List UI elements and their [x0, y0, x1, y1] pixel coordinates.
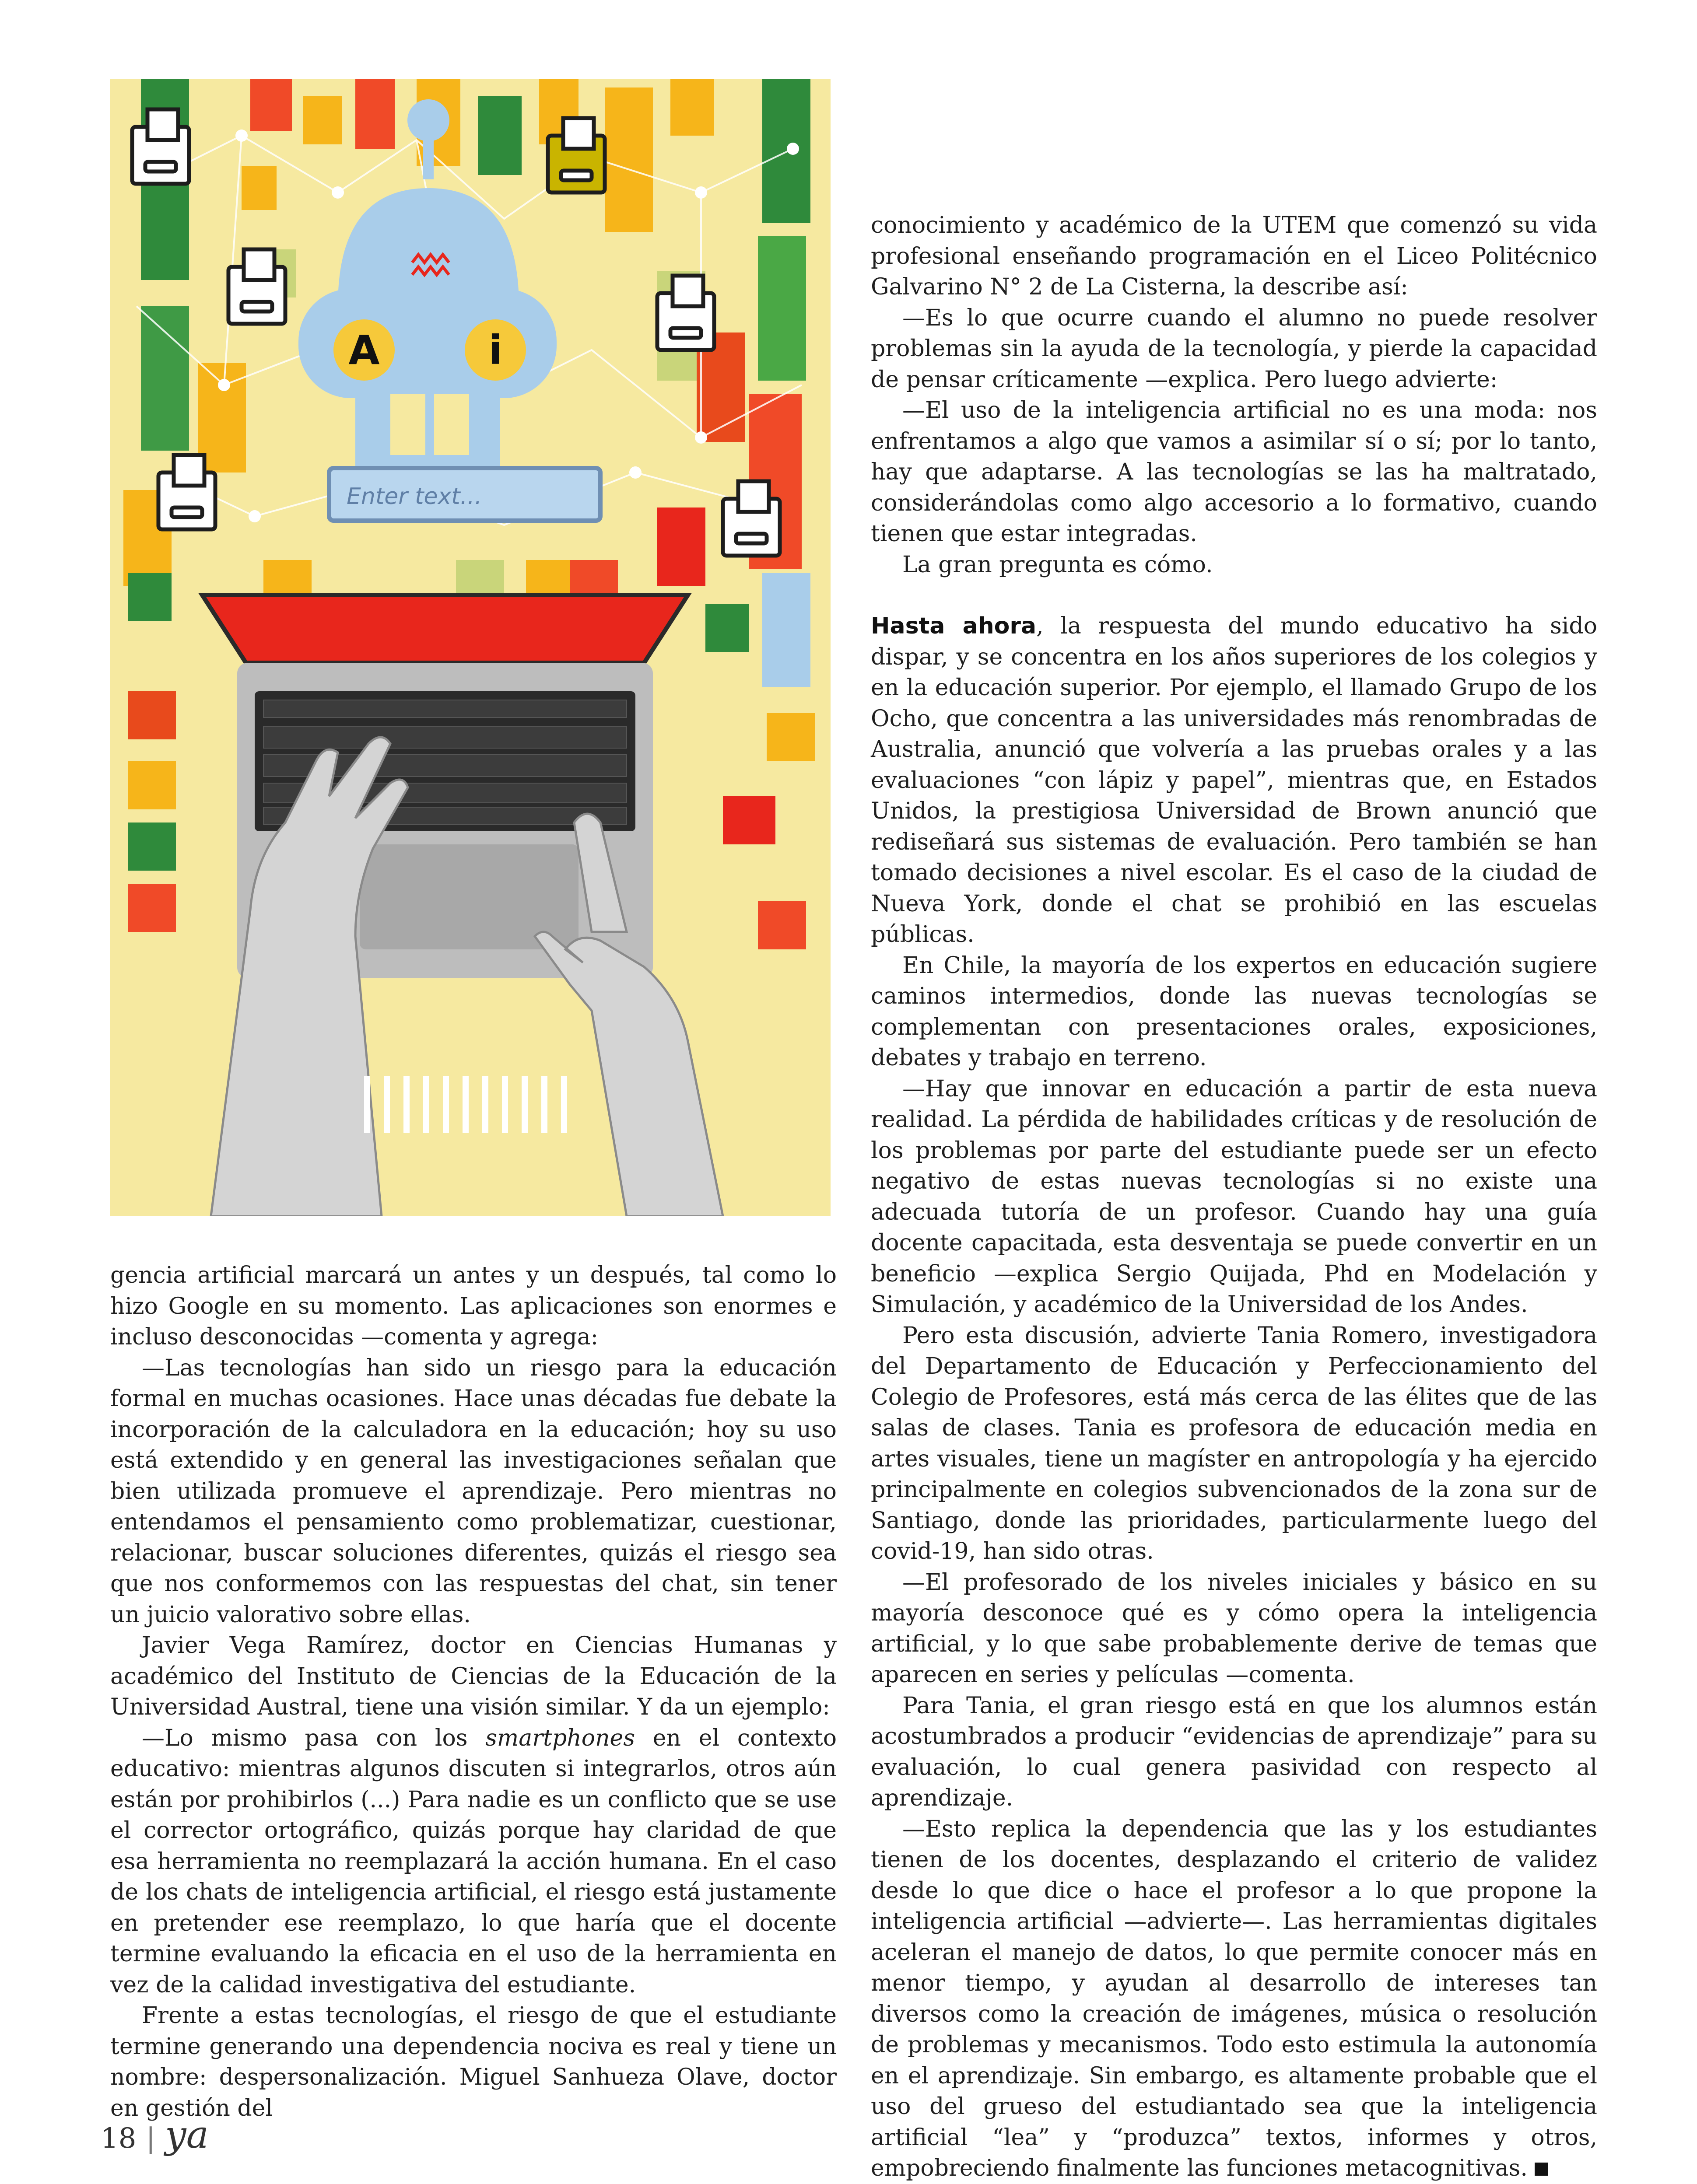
paragraph: conocimiento y académico de la UTEM que comenzó su vida profesional enseñando programación en el Liceo Politécnico Galvarino N° 2 de La Cisterna, la describe así:	[871, 212, 1597, 300]
section-paragraph	[871, 611, 1597, 950]
article-column-left	[110, 1260, 837, 2124]
paragraph: En Chile, la mayoría de los expertos en educación sugiere caminos intermedios, donde las nuevas tecnologías se complementan con presentaciones orales, exposiciones, debates y trabajo en terreno.	[871, 952, 1597, 1071]
ai-text-input-placeholder: Enter text...	[347, 483, 482, 510]
article-column-right	[871, 210, 1597, 2184]
paragraph	[110, 1723, 837, 2001]
paragraph: —El uso de la inteligencia artificial no es una moda: nos enfrentamos a algo que vamos a asimilar sí o sí; por lo tanto, hay que adaptarse. A las tecnologías se las ha maltratado, considerándolas como algo accesorio a lo formativo, cuando tienen que estar integradas.	[871, 397, 1597, 547]
paragraph-text: —Esto replica la dependencia que las y los estudiantes tienen de los docentes, desplazando el criterio de validez desde lo que dice o hace el profesor a lo que propone la inteligencia artificial —advierte—. Las herramientas digitales aceleran el manejo de datos, lo que permite conocer más en menor tiempo, y ayudan al desarrollo de intereses tan diversos como la creación de imágenes, música o resolución de problemas y mecanismos. Todo esto estimula la autonomía en el aprendizaje. Sin embargo, es altamente probable que el uso del grueso del estudiantado sea que la inteligencia artificial “lea” y “produzca” textos, informes y otros, empobreciendo finalmente las funciones metacognitivas.	[871, 1816, 1597, 2181]
section-lead: Hasta ahora	[871, 613, 1037, 639]
paragraph	[871, 1814, 1597, 2184]
paragraph: Frente a estas tecnologías, el riesgo de que el estudiante termine generando una dependencia nociva es real y tiene un nombre: despersonalización. Miguel Sanhueza Olave, doctor en gestión del	[110, 2002, 837, 2121]
paragraph: gencia artificial marcará un antes y un después, tal como lo hizo Google en su momento. Las aplicaciones son enormes e incluso desconocidas —comenta y agrega:	[110, 1262, 837, 1350]
paragraph: —Hay que innovar en educación a partir de esta nueva realidad. La pérdida de habilidades críticas y de resolución de los problemas por parte del estudiante puede ser un efecto negativo de estas nuevas tecnologías si no existe una adecuada tutoría de un profesor. Cuando hay una guía docente capacitada, esta desventaja se puede convertir en un beneficio —explica Sergio Quijada, Phd en Modelación y Simulación, y académico de la Universidad de los Andes.	[871, 1075, 1597, 1318]
paragraph: Pero esta discusión, advierte Tania Romero, investigadora del Departamento de Educación y Perfeccionamiento del Colegio de Profesores, está más cerca de las élites que de las salas de clases. Tania es profesora de educación media en artes visuales, tiene un magíster en antropología y ha ejercido principalmente en colegios subvencionados de la zona sur de Santiago, donde las prioridades, particularmente luego del covid-19, han sido otras.	[871, 1322, 1597, 1564]
paragraph-text: en el contexto educativo: mientras algunos discuten si integrarlos, otros aún están por prohibirlos (...) Para nadie es un conflicto que se use el corrector ortográfico, quizás porque hay claridad de que esa herramienta no reemplazará la acción humana. En el caso de los chats de inteligencia artificial, el riesgo está justamente en pretender ese reemplazo, lo que haría que el docente termine evaluando la eficacia en el uso de la herramienta en vez de la calidad investigativa del estudiante.	[110, 1725, 837, 1998]
article-illustration	[110, 79, 831, 1216]
emphasis-text: smartphones	[485, 1725, 635, 1751]
paragraph: —Es lo que ocurre cuando el alumno no puede resolver problemas sin la ayuda de la tecnología, y pierde la capacidad de pensar críticamente —explica. Pero luego advierte:	[871, 304, 1597, 393]
page-number: 18	[101, 2122, 137, 2155]
footer-separator: |	[146, 2122, 155, 2155]
paragraph-text: , la respuesta del mundo educativo ha sido dispar, y se concentra en los años superiores de los colegios y en la educación superior. Por ejemplo, el llamado Grupo de los Ocho, que concentra a las universidades más renombradas de Australia, anunció que volvería a las pruebas orales y a las evaluaciones “con lápiz y papel”, mientras que, en Estados Unidos, la prestigiosa Universidad de Brown anunció que rediseñará sus sistemas de evaluación. Pero también se han tomado decisiones a nivel escolar. Es el caso de la ciudad de Nueva York, donde el chat se prohibió en las escuelas públicas.	[871, 613, 1597, 948]
page-footer	[101, 2113, 209, 2157]
paragraph: —Las tecnologías han sido un riesgo para la educación formal en muchas ocasiones. Hace unas décadas fue debate la incorporación de la calculadora en la educación; hoy su uso está extendido y en general las investigaciones señalan que bien utilizada promueve el aprendizaje. Pero mientras no entendamos el pensamiento como problematizar, cuestionar, relacionar, buscar soluciones diferentes, quizás el riesgo sea que nos conformemos con las respuestas del chat, sin tener un juicio valorativo sobre ellas.	[110, 1354, 837, 1628]
paragraph: —El profesorado de los niveles iniciales y básico en su mayoría desconoce qué es y cómo opera la inteligencia artificial, y lo que sabe probablemente derive de temas que aparecen en series y películas —comenta.	[871, 1569, 1597, 1688]
paragraph: Para Tania, el gran riesgo está en que los alumnos están acostumbrados a producir “evidencias de aprendizaje” para su evaluación, lo cual genera pasividad con respecto al aprendizaje.	[871, 1692, 1597, 1811]
end-of-article-mark	[1535, 2163, 1548, 2176]
robot-eye-right: i	[488, 327, 502, 374]
paragraph: Javier Vega Ramírez, doctor en Ciencias Humanas y académico del Instituto de Ciencias de la Educación de la Universidad Austral, tiene una visión similar. Y da un ejemplo:	[110, 1632, 837, 1720]
paragraph-text: —Lo mismo pasa con los	[142, 1725, 486, 1751]
ai-laptop-illustration	[110, 79, 831, 1216]
magazine-logo: ya	[165, 2113, 209, 2157]
paragraph: La gran pregunta es cómo.	[902, 551, 1213, 578]
robot-eye-left: A	[348, 327, 380, 374]
